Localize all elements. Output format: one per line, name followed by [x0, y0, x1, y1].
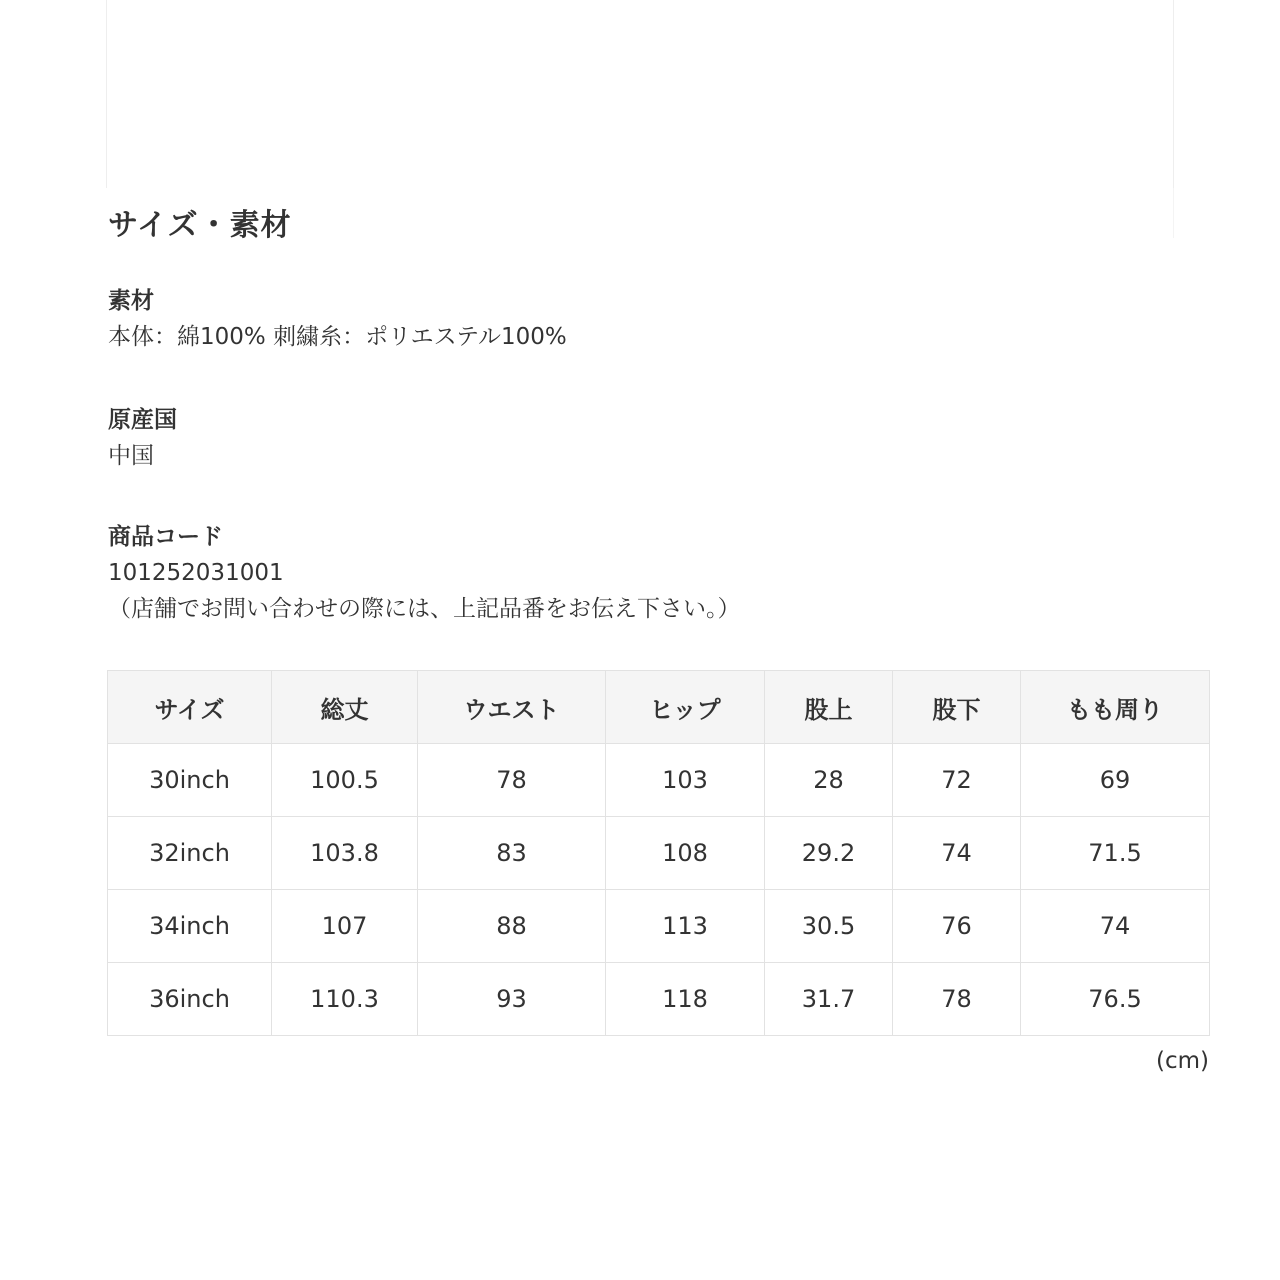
table-cell: 74 [893, 817, 1021, 890]
material-value: 本体：綿100% 刺繍糸：ポリエステル100% [108, 324, 567, 350]
table-cell: 103 [606, 744, 765, 817]
table-cell: 76.5 [1021, 963, 1210, 1036]
unit-note: (cm) [1156, 1048, 1209, 1074]
table-row [108, 963, 1210, 1036]
product-code-block [108, 519, 741, 627]
product-image-frame [106, 0, 1174, 188]
table-cell: 118 [606, 963, 765, 1036]
header-total-length: 総丈 [272, 671, 418, 744]
origin-value: 中国 [108, 443, 154, 469]
table-cell: 28 [765, 744, 893, 817]
table-cell: 72 [893, 744, 1021, 817]
material-label: 素材 [108, 288, 154, 314]
origin-label: 原産国 [108, 407, 177, 433]
table-cell: 71.5 [1021, 817, 1210, 890]
size-table [107, 670, 1210, 1036]
header-thigh: もも周り [1021, 671, 1210, 744]
product-code-label: 商品コード [108, 524, 223, 550]
table-cell: 76 [893, 890, 1021, 963]
table-cell: 30inch [108, 744, 272, 817]
table-cell: 110.3 [272, 963, 418, 1036]
material-block [108, 283, 567, 355]
table-cell: 113 [606, 890, 765, 963]
table-cell: 32inch [108, 817, 272, 890]
table-row [108, 744, 1210, 817]
table-cell: 36inch [108, 963, 272, 1036]
header-rise: 股上 [765, 671, 893, 744]
table-cell: 93 [418, 963, 606, 1036]
table-row [108, 890, 1210, 963]
table-cell: 78 [893, 963, 1021, 1036]
header-inseam: 股下 [893, 671, 1021, 744]
table-cell: 30.5 [765, 890, 893, 963]
section-title: サイズ・素材 [108, 208, 292, 243]
size-table-header-row [108, 671, 1210, 744]
table-cell: 69 [1021, 744, 1210, 817]
table-cell: 108 [606, 817, 765, 890]
origin-block [108, 402, 177, 474]
product-code-value: 101252031001 [108, 560, 284, 586]
table-cell: 31.7 [765, 963, 893, 1036]
table-cell: 100.5 [272, 744, 418, 817]
header-hip: ヒップ [606, 671, 765, 744]
table-cell: 29.2 [765, 817, 893, 890]
table-cell: 103.8 [272, 817, 418, 890]
table-cell: 78 [418, 744, 606, 817]
table-cell: 74 [1021, 890, 1210, 963]
table-row [108, 817, 1210, 890]
product-code-note: （店舗でお問い合わせの際には、上記品番をお伝え下さい。） [108, 596, 741, 622]
header-size: サイズ [108, 671, 272, 744]
table-cell: 107 [272, 890, 418, 963]
header-waist: ウエスト [418, 671, 606, 744]
table-cell: 83 [418, 817, 606, 890]
table-cell: 34inch [108, 890, 272, 963]
table-cell: 88 [418, 890, 606, 963]
